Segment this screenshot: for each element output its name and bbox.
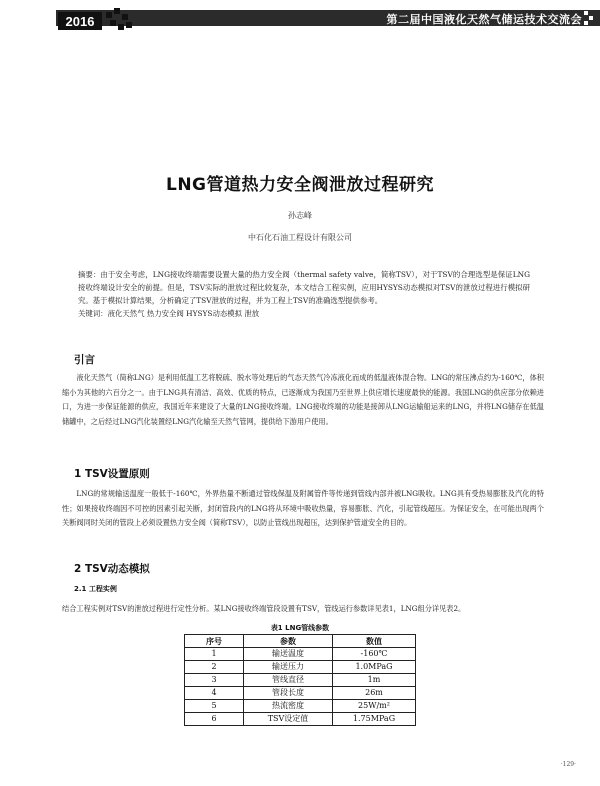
table-row (185, 674, 416, 687)
page-header (0, 0, 600, 34)
abstract-text: 摘要：由于安全考虑，LNG接收终端需要设置大量的热力安全阀（thermal safety valve，简称TSV），对于TSV的合理选型是保证LNG接收终端设计安全的前提。但是，TSV实际的泄放过程比较复杂，本文结合工程实例，应用HYSYS动态模拟对TSV的泄放过程进行模拟研究。基于模拟计算结果，分析确定了TSV泄放的过程，并为工程上TSV的准确选型提供参考。 (78, 270, 530, 305)
table-cell: -160℃ (333, 648, 416, 661)
table-header-cell: 序号 (185, 635, 244, 648)
table-cell: 1 (185, 648, 244, 661)
parameter-table (184, 634, 416, 726)
table-cell: 4 (185, 687, 244, 700)
decorative-squares-icon (104, 8, 134, 32)
section-1-paragraph: LNG的常规输送温度一般低于-160℃，外界热量不断通过管线保温及附属管件等传递到管线内部并被LNG吸收。LNG具有受热易膨胀及汽化的特性；如果接收终端因不可控的因素引起关断，封闭管段内的LNG将从环境中吸收热量，容易膨胀、汽化，引起管线超压。为保证安全，在可能出现两个关断阀同时关闭的管段上必须设置热力安全阀（简称TSV），以防止管线出现超压，达到保护管道安全的目的。 (62, 489, 544, 528)
table-cell: 管段长度 (244, 687, 333, 700)
conference-name: 第二届中国液化天然气储运技术交流会 (386, 13, 582, 26)
table-row (185, 700, 416, 713)
table-cell: TSV设定值 (244, 713, 333, 726)
section-2-1-heading: 2.1 工程实例 (74, 585, 117, 593)
intro-paragraph: 液化天然气（简称LNG）是利用低温工艺将脱硫、脱水等处理后的气态天然气冷冻液化而成的低温液体混合物。LNG的常压沸点约为-160℃，体积缩小为其他的六百分之一。由于LNG具有清洁、高效、优质的特点，已逐渐成为我国乃至世界上供应增长速度最快的能源。我国LNG的供应部分依赖进口，为进一步保证能源的供应，我国近年来建设了大量的LNG接收终端。LNG接收终端的功能是接卸从LNG运输船运来的LNG，并将LNG储存在低温储罐中，之后经过LNG汽化装置经LNG汽化输至天然气管网，提供给下游用户使用。 (62, 373, 544, 426)
decorative-dots-icon (584, 11, 594, 25)
table-caption: 表1 LNG管线参数 (270, 624, 330, 632)
affiliation: 中石化石油工程设计有限公司 (248, 233, 352, 242)
section-1-heading: 1 TSV设置原则 (74, 468, 150, 480)
section-2-1-paragraph: 结合工程实例对TSV的泄放过程进行定性分析。某LNG接收终端管段设置有TSV，管线运行参数详见表1，LNG组分详见表2。 (62, 604, 466, 613)
keywords: 关键词：液化天然气 热力安全阀 HYSYS动态模拟 泄放 (78, 309, 260, 318)
table-cell: 5 (185, 700, 244, 713)
abstract (78, 268, 530, 320)
table-cell: 2 (185, 661, 244, 674)
table-cell: 输送温度 (244, 648, 333, 661)
table-header-row (185, 635, 416, 648)
table-cell: 25W/m² (333, 700, 416, 713)
section-2-heading: 2 TSV动态模拟 (74, 563, 150, 575)
intro-heading: 引言 (74, 354, 95, 366)
author: 孙志峰 (288, 211, 312, 220)
paper-title: LNG管道热力安全阀泄放过程研究 (165, 175, 434, 195)
table-cell: 6 (185, 713, 244, 726)
table-row (185, 648, 416, 661)
year-badge: 2016 (58, 12, 102, 30)
table-header-cell: 数值 (333, 635, 416, 648)
table-cell: 管线直径 (244, 674, 333, 687)
table-cell: 1.0MPaG (333, 661, 416, 674)
table-cell: 1m (333, 674, 416, 687)
table-cell: 输送压力 (244, 661, 333, 674)
table-row (185, 661, 416, 674)
table-cell: 26m (333, 687, 416, 700)
table-header-cell: 参数 (244, 635, 333, 648)
table-cell: 热流密度 (244, 700, 333, 713)
page-number: ·129· (560, 761, 576, 768)
table-row (185, 713, 416, 726)
table-row (185, 687, 416, 700)
table-cell: 1.75MPaG (333, 713, 416, 726)
table-cell: 3 (185, 674, 244, 687)
